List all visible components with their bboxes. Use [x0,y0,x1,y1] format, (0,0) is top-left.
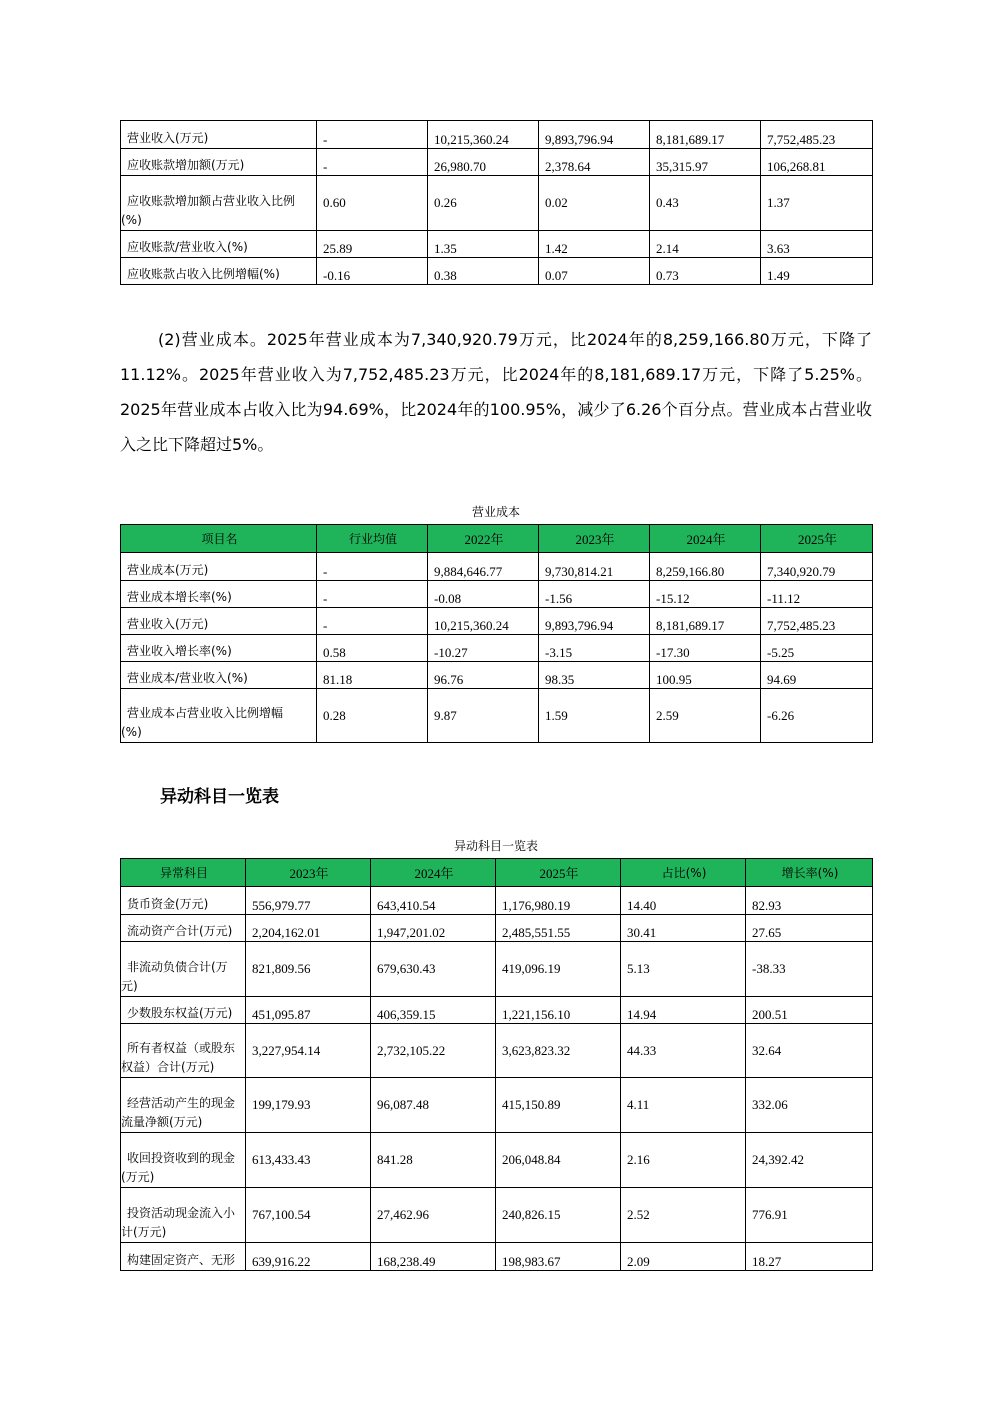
abnormal-items-table [120,858,873,1271]
receivables-table [120,120,873,285]
table-row [121,121,873,149]
table-row [121,689,873,743]
cell: -3.15 [539,635,650,662]
cell: 9,730,814.21 [539,553,650,581]
cell: 0.38 [428,258,539,285]
cell: 3.63 [761,231,873,258]
cell: -0.08 [428,581,539,608]
row-label: 少数股东权益(万元) [127,1006,233,1020]
column-header: 2024年 [650,525,761,553]
cell: -38.33 [746,942,873,997]
cell: -17.30 [650,635,761,662]
cell: 679,630.43 [371,942,496,997]
column-header: 2024年 [371,859,496,887]
cell: 2,732,105.22 [371,1024,496,1078]
cell: 94.69 [761,662,873,689]
table-row [121,258,873,285]
column-header: 行业均值 [317,525,428,553]
cell: 2,204,162.01 [246,915,371,942]
cell: 0.28 [317,689,428,743]
operating-cost-table [120,524,873,743]
cell: 1,947,201.02 [371,915,496,942]
cell: 1.49 [761,258,873,285]
cell: -6.26 [761,689,873,743]
section-heading: 异动科目一览表 [160,787,279,807]
cell: 30.41 [621,915,746,942]
cell: 8,181,689.17 [650,121,761,149]
row-label-cont: (万元) [121,1170,155,1184]
row-label: 收回投资收到的现金 [127,1151,236,1165]
cell: 198,983.67 [496,1243,621,1271]
table-row [121,1188,873,1243]
row-label: 营业成本占营业收入比例增幅 [127,706,284,720]
cell: 10,215,360.24 [428,608,539,635]
column-header: 2025年 [761,525,873,553]
cell: 1.35 [428,231,539,258]
row-label: 营业成本增长率(%) [127,590,232,604]
table-header-row [121,859,873,887]
cell: 776.91 [746,1188,873,1243]
table-row [121,1133,873,1188]
table-row [121,1243,873,1271]
cell: 767,100.54 [246,1188,371,1243]
row-label: 应收账款占收入比例增幅(%) [127,267,280,281]
cell: 96.76 [428,662,539,689]
table-row [121,1078,873,1133]
column-header: 项目名 [121,525,317,553]
cell: 1.37 [761,176,873,231]
row-label: 构建固定资产、无形 [127,1253,236,1267]
table-caption: 异动科目一览表 [453,839,538,853]
table-header-row [121,525,873,553]
cell: 7,340,920.79 [761,553,873,581]
cell: 199,179.93 [246,1078,371,1133]
row-label: 应收账款增加额占营业收入比例 [127,194,296,208]
row-label-cont: 计(万元) [121,1225,167,1239]
table-caption: 营业成本 [471,505,520,519]
row-label: 营业收入(万元) [127,617,209,631]
cell: 8,181,689.17 [650,608,761,635]
column-header: 2022年 [428,525,539,553]
cell: 2.59 [650,689,761,743]
cell: 240,826.15 [496,1188,621,1243]
cell: 821,809.56 [246,942,371,997]
cell: 0.07 [539,258,650,285]
table-row [121,1024,873,1078]
row-label: 流动资产合计(万元) [127,924,233,938]
cell: 168,238.49 [371,1243,496,1271]
cell: 25.89 [317,231,428,258]
row-label: 投资活动现金流入小 [127,1206,236,1220]
table-row [121,176,873,231]
cell: 9,884,646.77 [428,553,539,581]
cell: 206,048.84 [496,1133,621,1188]
cell: 7,752,485.23 [761,608,873,635]
cell: 7,752,485.23 [761,121,873,149]
row-label-cont: 流量净额(万元) [121,1115,203,1129]
table-row [121,662,873,689]
cell: 96,087.48 [371,1078,496,1133]
table-row [121,149,873,176]
cell: 100.95 [650,662,761,689]
cell: 0.73 [650,258,761,285]
cell: 3,227,954.14 [246,1024,371,1078]
cell: 2.14 [650,231,761,258]
cell: 556,979.77 [246,887,371,915]
cell: 9.87 [428,689,539,743]
cell: -10.27 [428,635,539,662]
table-row [121,997,873,1024]
cell: -1.56 [539,581,650,608]
cell: 0.26 [428,176,539,231]
table-row [121,887,873,915]
cell: 27,462.96 [371,1188,496,1243]
row-label: 非流动负债合计(万 [127,960,228,974]
cell: 613,433.43 [246,1133,371,1188]
row-label-cont: (%) [121,725,142,739]
cell: 27.65 [746,915,873,942]
cell: 2.16 [621,1133,746,1188]
cell: 332.06 [746,1078,873,1133]
cell: 106,268.81 [761,149,873,176]
cell: 44.33 [621,1024,746,1078]
cell: 98.35 [539,662,650,689]
cell: 2.09 [621,1243,746,1271]
table-row [121,635,873,662]
cell: 4.11 [621,1078,746,1133]
table-row [121,915,873,942]
column-header: 2023年 [246,859,371,887]
row-label-cont: 元) [121,979,138,993]
cell: 406,359.15 [371,997,496,1024]
cell: 2.52 [621,1188,746,1243]
table-row [121,942,873,997]
table-row [121,581,873,608]
cell: 14.94 [621,997,746,1024]
table-row [121,231,873,258]
cell: 18.27 [746,1243,873,1271]
row-label: 经营活动产生的现金 [127,1096,236,1110]
cell: 841.28 [371,1133,496,1188]
cell: 0.60 [317,176,428,231]
row-label: 营业成本(万元) [127,563,209,577]
cell: 1.42 [539,231,650,258]
column-header: 2025年 [496,859,621,887]
cell: 419,096.19 [496,942,621,997]
cell: 9,893,796.94 [539,608,650,635]
row-label: 营业收入增长率(%) [127,644,232,658]
cell: 35,315.97 [650,149,761,176]
cell: 1,221,156.10 [496,997,621,1024]
row-label: 所有者权益（或股东 [127,1041,236,1055]
row-label-cont: 权益）合计(万元) [121,1060,215,1074]
cell: -0.16 [317,258,428,285]
cell: 639,916.22 [246,1243,371,1271]
row-label: 货币资金(万元) [127,897,209,911]
cell: - [317,553,428,581]
cell: -5.25 [761,635,873,662]
cell: 82.93 [746,887,873,915]
cell: 0.43 [650,176,761,231]
cell: - [317,121,428,149]
cell: 10,215,360.24 [428,121,539,149]
cell: -11.12 [761,581,873,608]
cell: 8,259,166.80 [650,553,761,581]
cell: 2,485,551.55 [496,915,621,942]
row-label: 应收账款/营业收入(%) [127,240,248,254]
row-label: 营业成本/营业收入(%) [127,671,248,685]
cell: 26,980.70 [428,149,539,176]
cell: 0.02 [539,176,650,231]
cell: - [317,581,428,608]
cell: 451,095.87 [246,997,371,1024]
cost-paragraph: (2)营业成本。2025年营业成本为7,340,920.79万元，比2024年的8,259,166.80万元，下降了11.12%。2025年营业收入为7,752,485.23万元，比2024年的8,181,689.17万元，下降了5.25%。2025年营业成本占收入比为94.69%，比2024年的100.95%，减少了6.26个百分点。营业成本占营业收入之比下降超过5%。 [120,330,872,454]
cell: 3,623,823.32 [496,1024,621,1078]
column-header: 异常科目 [121,859,246,887]
cell: 643,410.54 [371,887,496,915]
cell: 0.58 [317,635,428,662]
cell: -15.12 [650,581,761,608]
row-label-cont: (%) [121,213,142,227]
cell: 9,893,796.94 [539,121,650,149]
cell: 5.13 [621,942,746,997]
cell: 32.64 [746,1024,873,1078]
table-row [121,553,873,581]
column-header: 2023年 [539,525,650,553]
cell: 415,150.89 [496,1078,621,1133]
cell: 14.40 [621,887,746,915]
column-header: 增长率(%) [746,859,873,887]
column-header: 占比(%) [621,859,746,887]
row-label: 应收账款增加额(万元) [127,158,245,172]
cell: - [317,149,428,176]
cell: 2,378.64 [539,149,650,176]
cell: 1,176,980.19 [496,887,621,915]
cell: - [317,608,428,635]
cell: 24,392.42 [746,1133,873,1188]
cell: 200.51 [746,997,873,1024]
table-row [121,608,873,635]
cell: 81.18 [317,662,428,689]
row-label: 营业收入(万元) [127,131,209,145]
cell: 1.59 [539,689,650,743]
